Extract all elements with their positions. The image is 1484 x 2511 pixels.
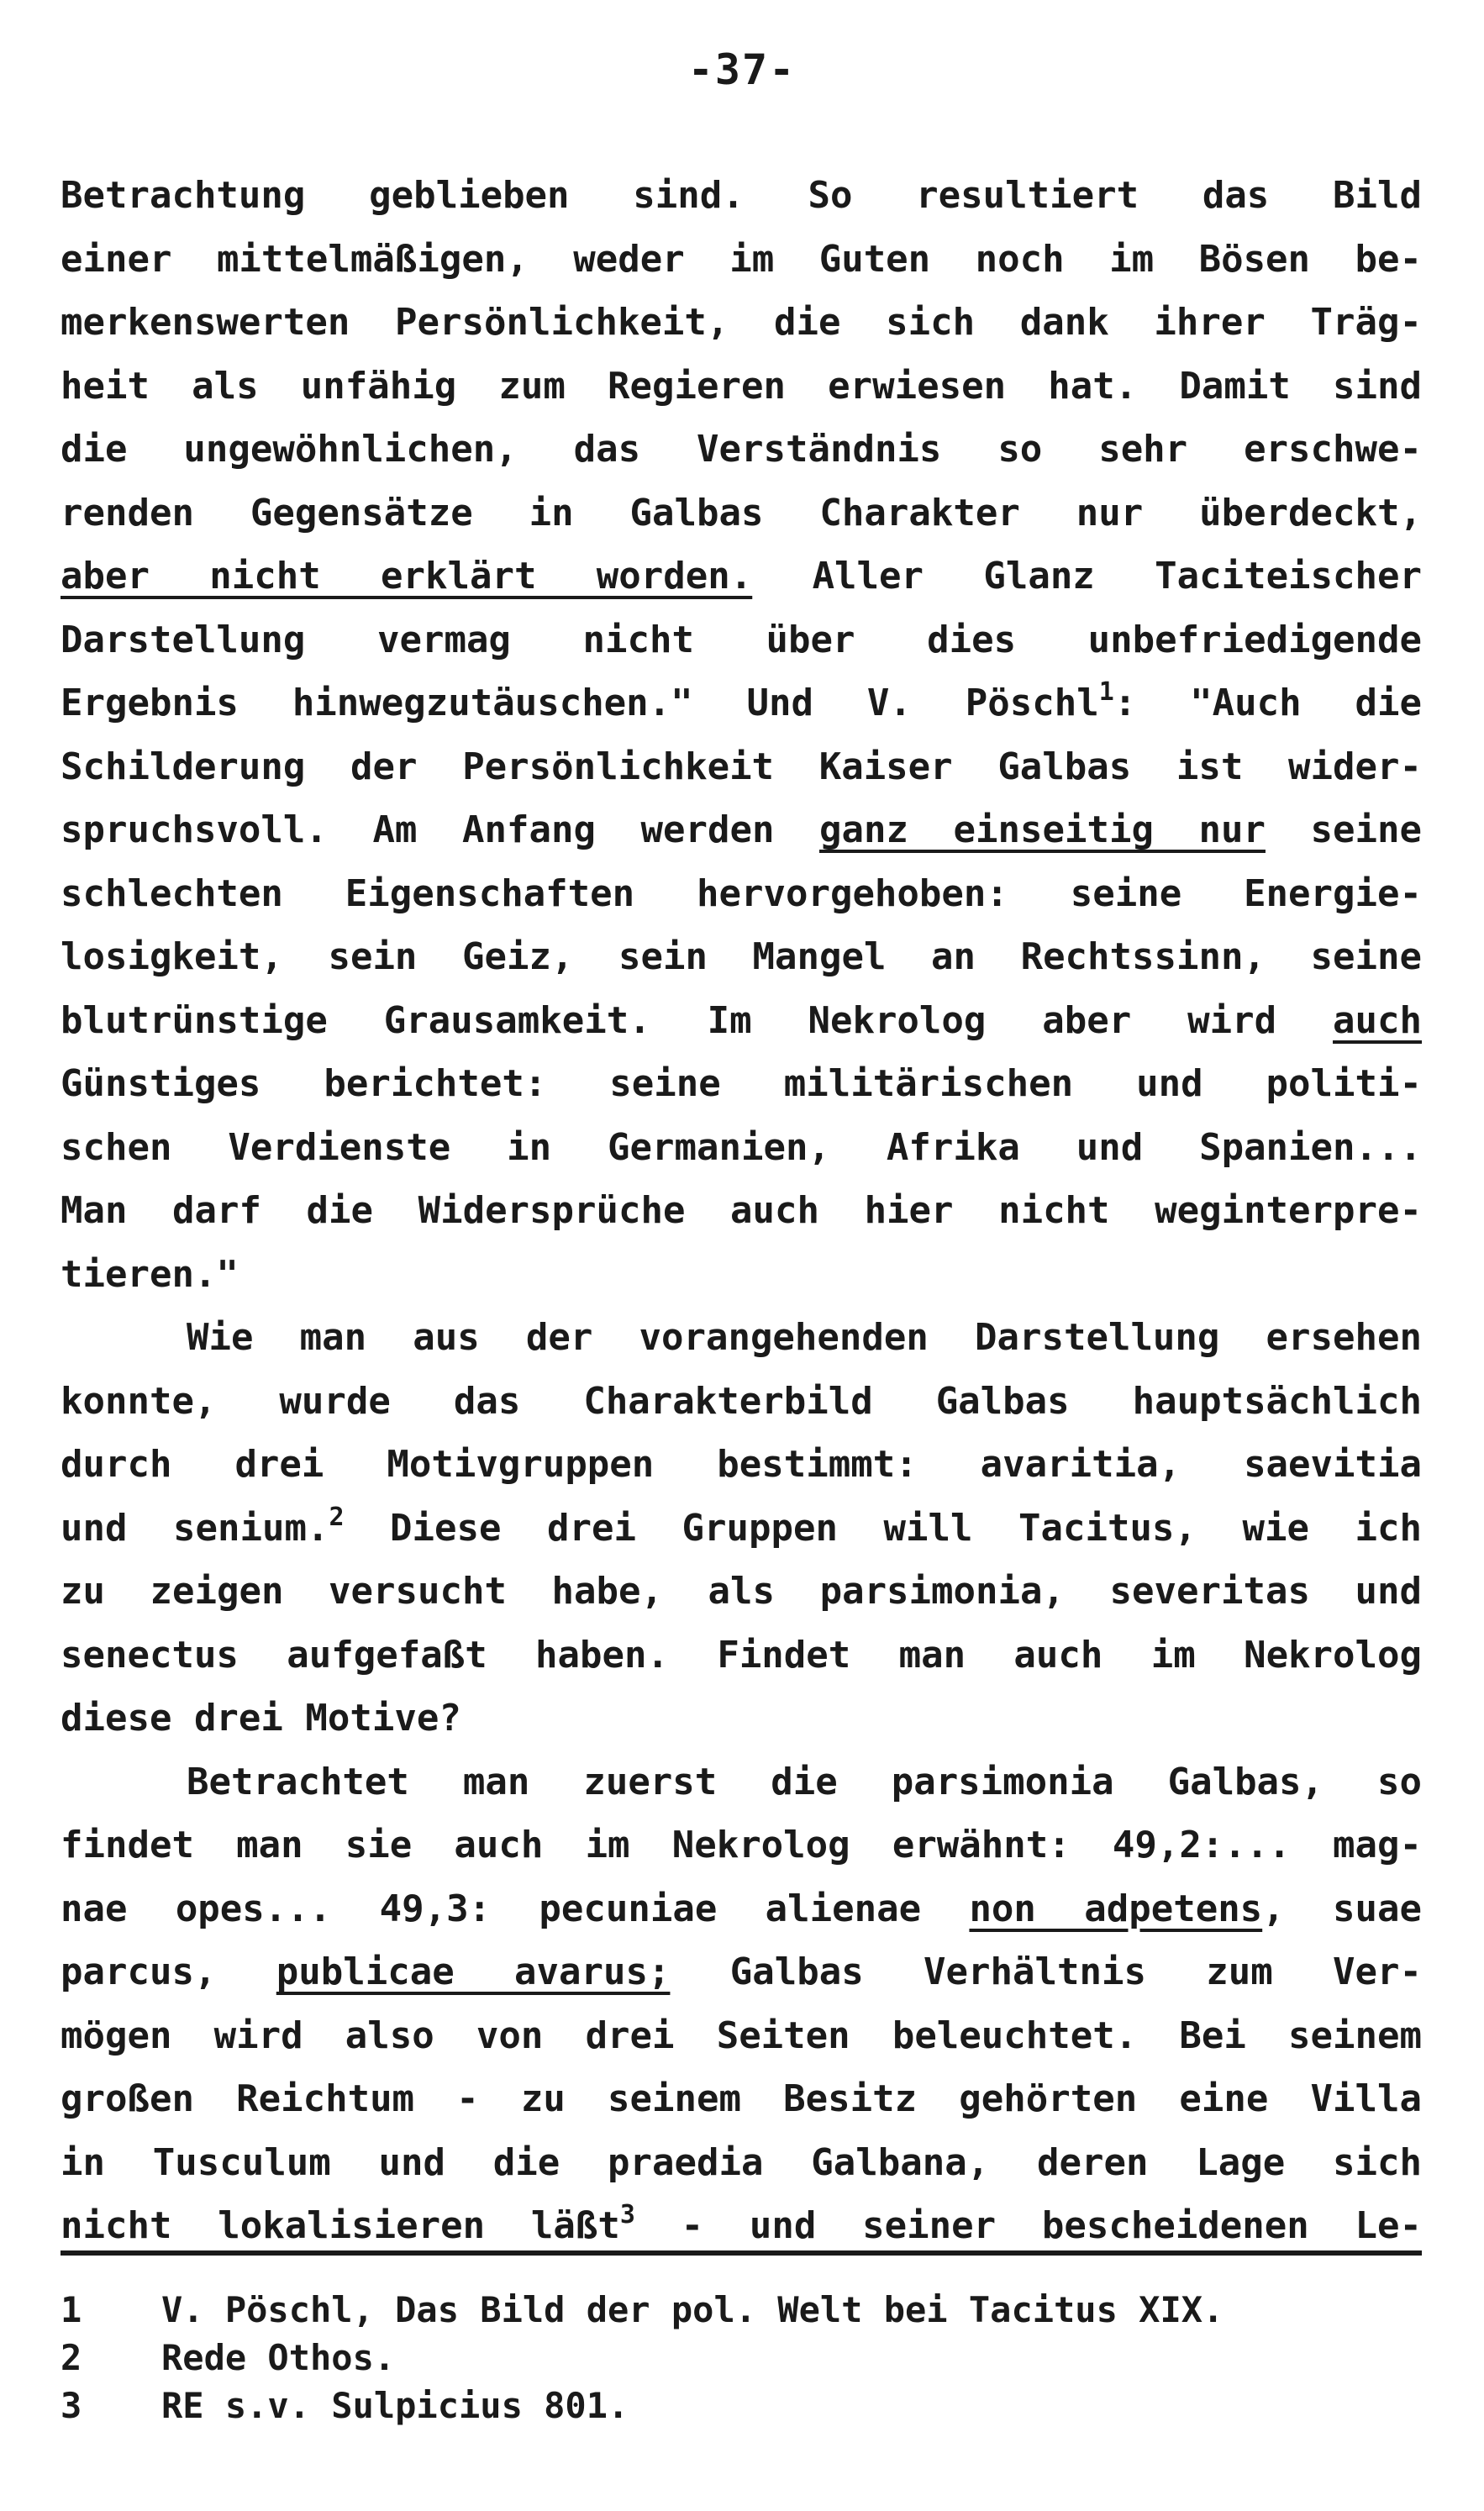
footnote-item [61, 2286, 1422, 2334]
text-span: nicht lokalisieren läßt [61, 2204, 620, 2247]
underlined-phrase: auch [1333, 998, 1422, 1042]
text-span: seine [1265, 808, 1422, 851]
page-number: -37- [687, 45, 797, 94]
text-line: Günstiges berichtet: seine militärischen und politi- [61, 1062, 1422, 1105]
body-text [61, 164, 1422, 2258]
text-line [61, 798, 1422, 862]
footnote-text: RE s.v. Sulpicius 801. [161, 2385, 629, 2426]
text-span: spruchsvoll. Am Anfang werden [61, 808, 819, 851]
text-line: mögen wird also von drei Seiten beleuchtet. Bei seinem [61, 2014, 1422, 2057]
text-line: findet man sie auch im Nekrolog erwähnt: 49,2:... mag- [61, 1824, 1422, 1866]
text-line: renden Gegensätze in Galbas Charakter nur überdeckt, [61, 491, 1422, 534]
text-span: Ergebnis hinwegzutäuschen." Und V. Pöschl [61, 682, 1099, 724]
text-span: Galbas Verhältnis zum Ver- [670, 1950, 1423, 1993]
text-line: konnte, wurde das Charakterbild Galbas hauptsächlich [61, 1379, 1422, 1423]
text-span: , suae [1262, 1887, 1422, 1930]
footnote-number: 1 [61, 2289, 82, 2330]
underlined-phrase: publicae avarus; [276, 1950, 671, 1993]
text-span: nae opes... 49,3: pecuniae alienae [61, 1887, 970, 1930]
text-line: Betrachtung geblieben sind. So resultiert das Bild [61, 174, 1422, 217]
text-line [61, 671, 1422, 735]
text-line: senectus aufgefaßt haben. Findet man auch im Nekrolog [61, 1633, 1422, 1677]
text-line: die ungewöhnlichen, das Verständnis so sehr erschwe- [61, 428, 1422, 471]
text-line: Betrachtet man zuerst die parsimonia Galbas, so [187, 1760, 1422, 1803]
text-line: merkenswerten Persönlichkeit, die sich dank ihrer Träg- [61, 301, 1422, 344]
text-line: diese drei Motive? [61, 1697, 461, 1740]
footnote-ref: 2 [329, 1502, 345, 1532]
text-line: Man darf die Widersprüche auch hier nicht weginterpre- [61, 1189, 1422, 1232]
text-span: parcus, [61, 1950, 276, 1993]
text-line: losigkeit, sein Geiz, sein Mangel an Rechtssinn, seine [61, 935, 1422, 978]
text-line: schlechten Eigenschaften hervorgehoben: seine Energie- [61, 871, 1422, 915]
text-line: Schilderung der Persönlichkeit Kaiser Galbas ist wider- [61, 745, 1422, 788]
text-line [61, 989, 1422, 1053]
footnote-item [61, 2382, 1422, 2429]
text-line: einer mittelmäßigen, weder im Guten noch im Bösen be- [61, 237, 1422, 281]
footnote-ref: 1 [1098, 677, 1114, 707]
text-line [61, 2194, 1422, 2258]
footnote-ref: 3 [619, 2200, 635, 2229]
footnote-number: 3 [61, 2385, 82, 2426]
text-line: schen Verdienste in Germanien, Afrika und Spanien... [61, 1125, 1422, 1169]
footnote-text: Rede Othos. [161, 2337, 396, 2378]
text-line: tieren." [61, 1252, 239, 1296]
text-span: und senium. [61, 1506, 329, 1550]
footnote-divider [61, 2250, 1422, 2256]
underlined-phrase: ganz einseitig nur [819, 808, 1266, 851]
footnote-text: V. Pöschl, Das Bild der pol. Welt bei Tacitus XIX. [161, 2289, 1224, 2330]
text-line [61, 1497, 1422, 1561]
text-line: in Tusculum und die praedia Galbana, deren Lage sich [61, 2140, 1422, 2184]
underlined-phrase: aber nicht erklärt worden. [61, 555, 753, 597]
text-line: durch drei Motivgruppen bestimmt: avaritia, saevitia [61, 1443, 1422, 1486]
text-line: Wie man aus der vorangehenden Darstellung ersehen [187, 1316, 1422, 1359]
text-line: großen Reichtum - zu seinem Besitz gehörten eine Villa [61, 2077, 1422, 2120]
footnote-number: 2 [61, 2337, 82, 2378]
underlined-phrase: non adpetens [969, 1887, 1263, 1930]
text-span: - und seiner bescheidenen Le- [634, 2204, 1422, 2247]
text-span: Aller Glanz Taciteischer [752, 555, 1422, 597]
text-span: : "Auch die [1113, 682, 1422, 724]
text-line [61, 1940, 1422, 2004]
text-span: blutrünstige Grausamkeit. Im Nekrolog aber wird [61, 998, 1334, 1042]
text-line: Darstellung vermag nicht über dies unbefriedigende [61, 618, 1422, 661]
text-line [61, 545, 1422, 608]
footnotes [61, 2286, 1422, 2429]
text-line: zu zeigen versucht habe, als parsimonia, severitas und [61, 1570, 1422, 1613]
text-span: Diese drei Gruppen will Tacitus, wie ich [344, 1506, 1422, 1550]
footnote-item [61, 2334, 1422, 2382]
text-line [61, 1877, 1422, 1941]
text-line: heit als unfähig zum Regieren erwiesen hat. Damit sind [61, 364, 1422, 408]
